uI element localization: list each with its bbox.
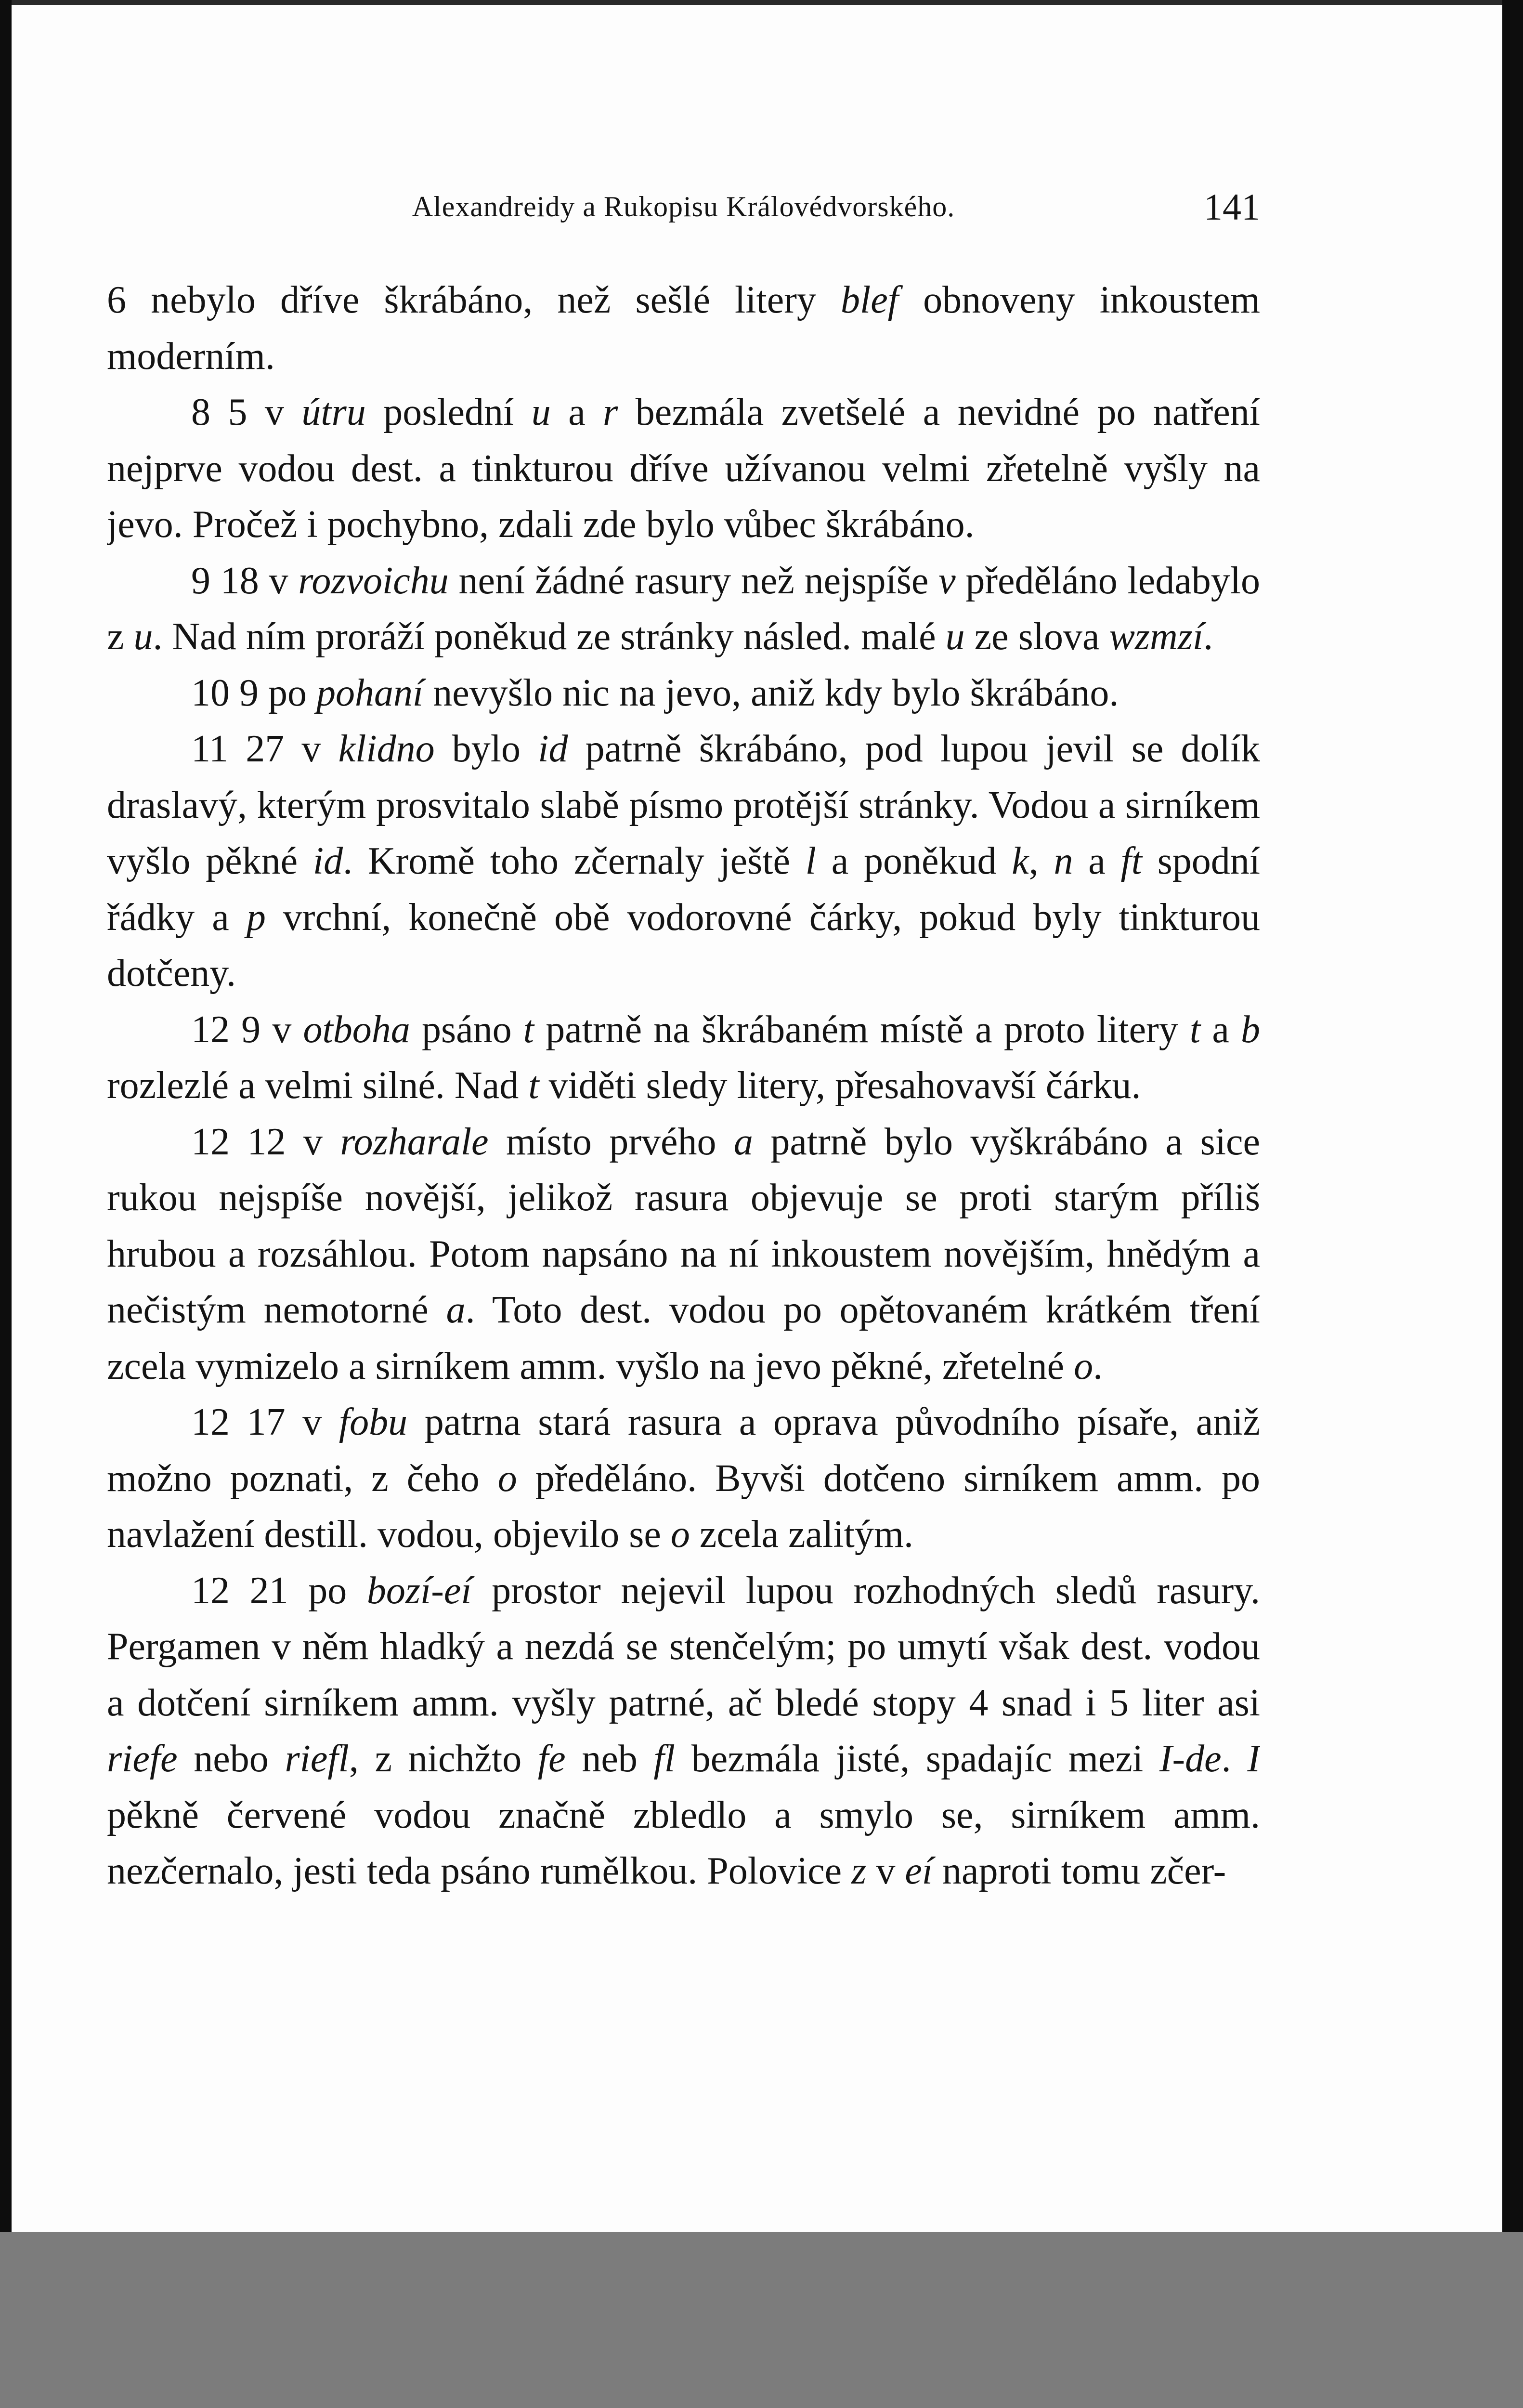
italic-term: rozvoichu <box>298 559 449 602</box>
text-run: . <box>1203 615 1213 658</box>
italic-term: rozharale <box>340 1120 489 1163</box>
text-run: . Toto dest. vodou po opětovaném krátkém tření zcela vymizelo a sirníkem amm. vyšlo na jevo pěkné, zřetelné <box>107 1289 1260 1387</box>
text-run: bezmála jisté, spadajíc mezi <box>675 1738 1159 1780</box>
running-title: Alexandreidy a Rukopisu Královédvorského. <box>412 191 955 222</box>
text-run: nevyšlo nic na jevo, aniž kdy bylo škrábáno. <box>423 671 1119 714</box>
text-run: předěláno ledabylo z <box>107 559 1260 658</box>
text-run: 8 5 v <box>191 391 302 433</box>
scan-left-edge <box>0 0 12 2232</box>
italic-term: fl <box>653 1738 675 1780</box>
paragraph <box>107 1002 1260 1114</box>
text-run: patrna stará rasura a oprava původního písaře, aniž možno poznati, z čeho <box>107 1401 1260 1500</box>
italic-term: bozí-eí <box>366 1569 472 1612</box>
text-run: naproti tomu zčer- <box>933 1850 1226 1892</box>
paragraph <box>107 721 1260 1002</box>
text-run: nebo <box>177 1738 285 1780</box>
paragraph <box>107 665 1260 721</box>
italic-term: id <box>312 840 343 882</box>
text-run: 12 21 po <box>191 1569 367 1612</box>
italic-term: o <box>670 1513 690 1556</box>
paragraph <box>107 384 1260 553</box>
italic-term: riefl <box>285 1738 349 1780</box>
text-run: obnoveny inkoustem moderním. <box>107 279 1260 378</box>
text-run: . <box>1093 1345 1103 1387</box>
italic-term: t <box>523 1008 534 1051</box>
text-run: a <box>1200 1008 1241 1051</box>
italic-term: ft <box>1120 840 1142 882</box>
text-run: místo prvého <box>488 1120 734 1163</box>
text-run: 10 9 po <box>191 671 316 714</box>
italic-term: l <box>805 840 816 882</box>
running-head <box>107 185 1260 238</box>
italic-term: riefe <box>107 1738 178 1780</box>
text-run: a <box>1073 840 1121 882</box>
italic-term: útru <box>301 391 366 433</box>
text-run: patrně škrábáno, pod lupou jevil se dolík draslavý, kterým prosvitalo slabě písmo protější stránky. Vodou a sirníkem vyšlo pěkné <box>107 728 1260 882</box>
text-run: patrně bylo vyškrábáno a sice rukou nejspíše novější, jelikož rasura objevuje se proti starým příliš hrubou a rozsáhlou. Potom napsáno na ní inkoustem novějším, hnědým a nečistým nemotorné <box>107 1120 1260 1331</box>
text-run: spodní řádky a <box>107 840 1260 939</box>
text-run: viděti sledy litery, přesahovavší čárku. <box>539 1064 1141 1107</box>
text-run: a poněkud <box>816 840 1012 882</box>
italic-term: I <box>1247 1738 1260 1780</box>
italic-term: I-de <box>1159 1738 1222 1780</box>
text-run: 12 12 v <box>191 1120 340 1163</box>
italic-term: fe <box>537 1738 566 1780</box>
text-run: rozlezlé a velmi silné. Nad <box>107 1064 529 1107</box>
text-run: vrchní, konečně obě vodorovné čárky, pokud byly tinkturou dotčeny. <box>107 896 1260 995</box>
italic-term: a <box>733 1120 753 1163</box>
italic-term: fobu <box>338 1401 408 1443</box>
italic-term: t <box>1189 1008 1201 1051</box>
text-run: bylo <box>434 728 538 770</box>
text-run: , z nichžto <box>349 1738 538 1780</box>
scan-right-edge <box>1502 0 1523 2232</box>
text-run: pěkně červené vodou značně zbledlo a smylo se, sirníkem amm. nezčernalo, jesti teda psáno rumělkou. Polovice <box>107 1793 1260 1892</box>
paragraph <box>107 272 1260 384</box>
italic-term: k <box>1012 840 1029 882</box>
italic-term: o <box>1074 1345 1093 1387</box>
text-run: 6 nebylo dříve škrábáno, než sešlé litery <box>107 279 841 321</box>
italic-term: pohaní <box>316 671 424 714</box>
page-number: 141 <box>1204 186 1260 228</box>
text-run: předěláno. Byvši dotčeno sirníkem amm. po navlažení destill. vodou, objevilo se <box>107 1457 1260 1556</box>
italic-term: p <box>246 896 266 939</box>
text-run: v <box>866 1850 905 1892</box>
text-run: patrně na škrábaném místě a proto litery <box>534 1008 1190 1051</box>
paragraph <box>107 553 1260 665</box>
italic-term: u <box>133 615 153 658</box>
text-run: prostor nejevil lupou rozhodných sledů rasury. Pergamen v něm hladký a nezdá se stenčelým; po umytí však dest. vodou a dotčení sirníkem amm. vyšly patrné, ač bledé stopy 4 snad i 5 liter asi <box>107 1569 1260 1724</box>
text-run: zcela zalitým. <box>690 1513 914 1556</box>
italic-term: a <box>446 1289 466 1331</box>
scan-bottom-band <box>0 2232 1523 2408</box>
paragraph <box>107 1114 1260 1395</box>
text-run: psáno <box>410 1008 523 1051</box>
text-run: neb <box>565 1738 654 1780</box>
italic-term: blef <box>841 279 898 321</box>
italic-term: v <box>938 559 956 602</box>
text-run: . <box>1221 1738 1248 1780</box>
italic-term: eí <box>905 1850 933 1892</box>
italic-term: id <box>538 728 568 770</box>
text-run: není žádné rasury než nejspíše <box>448 559 939 602</box>
text-run: . Nad ním proráží poněkud ze stránky násled. malé <box>153 615 946 658</box>
italic-term: r <box>603 391 618 433</box>
text-run: bezmála zvetšelé a nevidné po natření nejprve vodou dest. a tinkturou dříve užívanou velmi zřetelně vyšly na jevo. Pročež i pochybno, zdali zde bylo vůbec škrábáno. <box>107 391 1260 546</box>
text-run: 12 17 v <box>191 1401 339 1443</box>
italic-term: z <box>851 1850 867 1892</box>
book-page <box>107 185 1260 2232</box>
body-text <box>107 272 1260 1899</box>
text-run: 12 9 v <box>191 1008 303 1051</box>
text-run: , <box>1028 840 1054 882</box>
italic-term: otboha <box>303 1008 410 1051</box>
italic-term: klidno <box>338 728 435 770</box>
italic-term: u <box>531 391 551 433</box>
text-run: poslední <box>365 391 532 433</box>
italic-term: n <box>1054 840 1073 882</box>
paragraph <box>107 1394 1260 1563</box>
text-run: . Kromě toho zčernaly ještě <box>343 840 806 882</box>
text-run: 11 27 v <box>191 728 338 770</box>
text-run: ze slova <box>964 615 1109 658</box>
text-run: a <box>550 391 603 433</box>
italic-term: u <box>945 615 965 658</box>
text-run: 9 18 v <box>191 559 299 602</box>
paragraph <box>107 1563 1260 1899</box>
italic-term: wzmzí <box>1109 615 1204 658</box>
italic-term: o <box>497 1457 517 1500</box>
italic-term: b <box>1241 1008 1260 1051</box>
scan-top-edge <box>0 0 1523 5</box>
italic-term: t <box>528 1064 539 1107</box>
